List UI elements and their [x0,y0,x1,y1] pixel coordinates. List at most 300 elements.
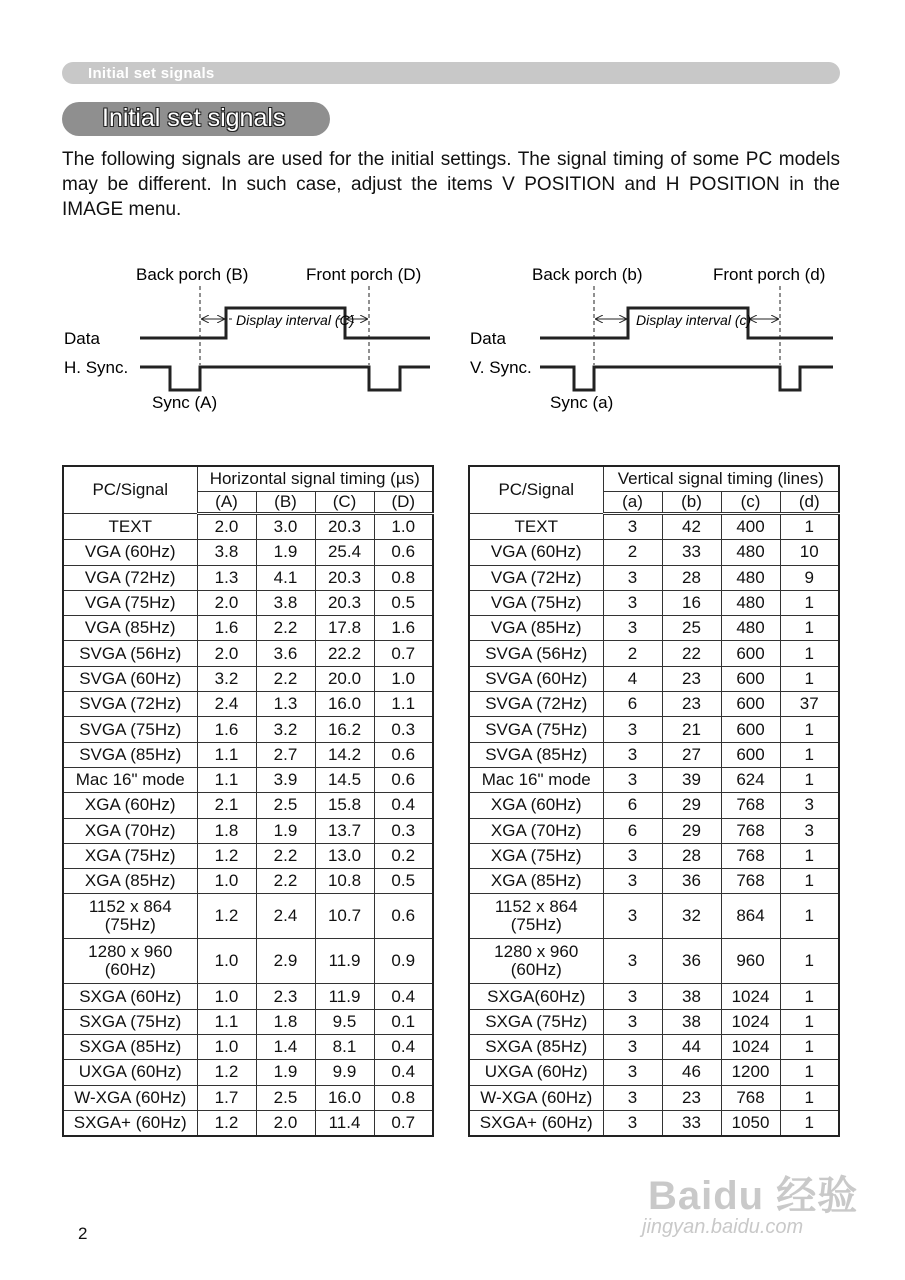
v-value-cell: 1 [780,984,839,1009]
h-value-cell: 0.1 [374,1009,433,1034]
h-value-cell: 1.1 [197,742,256,767]
v-value-cell: 29 [662,793,721,818]
h-value-cell: 15.8 [315,793,374,818]
h-value-cell: 16.0 [315,692,374,717]
v-value-cell: 10 [780,540,839,565]
h-value-cell: 4.1 [256,565,315,590]
v-value-cell: 1 [780,590,839,615]
v-sync-label: V. Sync. [470,358,532,377]
v-signal-name-cell: XGA (70Hz) [469,818,603,843]
v-table-row [469,894,839,939]
h-value-cell: 0.3 [374,717,433,742]
v-value-cell: 624 [721,767,780,792]
h-signal-name-cell: 1280 x 960 (60Hz) [63,939,197,984]
h-value-cell: 3.8 [197,540,256,565]
v-signal-name-cell: XGA (60Hz) [469,793,603,818]
h-value-cell: 2.5 [256,793,315,818]
h-signal-name-cell: XGA (70Hz) [63,818,197,843]
v-value-cell: 3 [603,1110,662,1136]
v-front-porch-label: Front porch (d) [713,265,826,284]
v-value-cell: 768 [721,793,780,818]
v-value-cell: 1024 [721,984,780,1009]
v-signal-name-cell: SVGA (72Hz) [469,692,603,717]
h-value-cell: 1.0 [374,666,433,691]
h-sync-pulse-label: Sync (A) [152,393,218,412]
v-back-porch-label: Back porch (b) [532,265,643,284]
v-table-row [469,818,839,843]
h-value-cell: 20.3 [315,590,374,615]
h-value-cell: 0.6 [374,767,433,792]
page-title: Initial set signals [102,104,286,132]
h-signal-name-cell: SXGA (60Hz) [63,984,197,1009]
v-table-row [469,939,839,984]
v-table-row [469,565,839,590]
v-value-cell: 3 [603,984,662,1009]
h-value-cell: 2.2 [256,843,315,868]
v-sync-pulse-label: Sync (a) [550,393,614,412]
v-value-cell: 23 [662,666,721,691]
v-value-cell: 1 [780,767,839,792]
h-value-cell: 3.2 [256,717,315,742]
h-value-cell: 2.1 [197,793,256,818]
v-signal-name-cell: VGA (60Hz) [469,540,603,565]
h-value-cell: 1.1 [197,1009,256,1034]
v-value-cell: 1 [780,616,839,641]
v-value-cell: 864 [721,894,780,939]
v-value-cell: 3 [603,514,662,540]
v-value-cell: 768 [721,869,780,894]
h-value-cell: 1.2 [197,843,256,868]
v-table-row [469,742,839,767]
v-col-header: (b) [662,492,721,514]
h-sync-waveform [140,367,430,390]
v-value-cell: 480 [721,616,780,641]
h-table-row [63,616,433,641]
h-value-cell: 2.5 [256,1085,315,1110]
page-number: 2 [78,1224,88,1243]
v-value-cell: 768 [721,843,780,868]
h-value-cell: 1.0 [197,1035,256,1060]
v-value-cell: 3 [780,818,839,843]
v-value-cell: 22 [662,641,721,666]
h-value-cell: 14.5 [315,767,374,792]
v-value-cell: 3 [603,767,662,792]
v-value-cell: 768 [721,818,780,843]
h-value-cell: 2.0 [197,641,256,666]
v-signal-name-cell: XGA (85Hz) [469,869,603,894]
v-value-cell: 21 [662,717,721,742]
v-value-cell: 1 [780,869,839,894]
v-value-cell: 2 [603,641,662,666]
h-table-row [63,590,433,615]
v-signal-name-cell: Mac 16" mode [469,767,603,792]
v-value-cell: 600 [721,692,780,717]
v-value-cell: 3 [603,742,662,767]
v-value-cell: 3 [603,894,662,939]
v-value-cell: 600 [721,666,780,691]
v-value-cell: 23 [662,692,721,717]
title-pill [62,102,330,136]
h-value-cell: 1.8 [256,1009,315,1034]
h-value-cell: 1.4 [256,1035,315,1060]
v-signal-name-cell: 1152 x 864 (75Hz) [469,894,603,939]
h-label-header: PC/Signal [63,466,197,514]
h-value-cell: 1.3 [256,692,315,717]
v-value-cell: 44 [662,1035,721,1060]
v-value-cell: 3 [780,793,839,818]
h-value-cell: 0.2 [374,843,433,868]
h-col-header: (D) [374,492,433,514]
h-front-porch-label: Front porch (D) [306,265,422,284]
h-signal-name-cell: SVGA (85Hz) [63,742,197,767]
h-table-row [63,1009,433,1034]
v-value-cell: 3 [603,1035,662,1060]
v-value-cell: 960 [721,939,780,984]
h-value-cell: 9.5 [315,1009,374,1034]
h-signal-name-cell: VGA (85Hz) [63,616,197,641]
v-value-cell: 28 [662,565,721,590]
v-value-cell: 6 [603,692,662,717]
v-value-cell: 6 [603,793,662,818]
v-value-cell: 3 [603,869,662,894]
baidu-watermark [640,1150,870,1250]
h-value-cell: 1.1 [374,692,433,717]
v-value-cell: 768 [721,1085,780,1110]
h-value-cell: 1.0 [374,514,433,540]
v-table-row [469,616,839,641]
horizontal-timing-table [62,465,434,1137]
h-value-cell: 25.4 [315,540,374,565]
v-value-cell: 400 [721,514,780,540]
h-value-cell: 0.8 [374,1085,433,1110]
v-value-cell: 37 [780,692,839,717]
v-value-cell: 36 [662,939,721,984]
v-value-cell: 38 [662,1009,721,1034]
h-signal-name-cell: XGA (85Hz) [63,869,197,894]
v-value-cell: 600 [721,742,780,767]
h-value-cell: 0.4 [374,1060,433,1085]
h-value-cell: 0.7 [374,1110,433,1136]
v-value-cell: 1 [780,1060,839,1085]
h-value-cell: 11.9 [315,984,374,1009]
h-value-cell: 0.3 [374,818,433,843]
v-value-cell: 6 [603,818,662,843]
h-signal-name-cell: SXGA (85Hz) [63,1035,197,1060]
h-table-row [63,717,433,742]
timing-tables [62,465,840,1137]
h-signal-name-cell: VGA (72Hz) [63,565,197,590]
v-value-cell: 4 [603,666,662,691]
h-signal-name-cell: VGA (60Hz) [63,540,197,565]
h-value-cell: 1.2 [197,1110,256,1136]
v-value-cell: 480 [721,565,780,590]
h-value-cell: 13.0 [315,843,374,868]
h-value-cell: 2.2 [256,666,315,691]
h-signal-name-cell: SVGA (56Hz) [63,641,197,666]
v-signal-name-cell: VGA (85Hz) [469,616,603,641]
h-table-row [63,742,433,767]
v-value-cell: 9 [780,565,839,590]
v-value-cell: 33 [662,540,721,565]
v-signal-name-cell: VGA (72Hz) [469,565,603,590]
v-table-row [469,1060,839,1085]
h-value-cell: 2.0 [197,514,256,540]
v-value-cell: 1 [780,641,839,666]
h-table-row [63,984,433,1009]
v-table-row [469,984,839,1009]
horizontal-timing-diagram [64,265,430,412]
h-value-cell: 1.9 [256,1060,315,1085]
h-value-cell: 11.4 [315,1110,374,1136]
h-value-cell: 2.9 [256,939,315,984]
h-col-header: (B) [256,492,315,514]
h-table-row [63,692,433,717]
v-sync-waveform [540,367,833,390]
h-signal-name-cell: W-XGA (60Hz) [63,1085,197,1110]
horizontal-table-body [63,514,433,1137]
v-value-cell: 1 [780,1110,839,1136]
h-value-cell: 16.0 [315,1085,374,1110]
h-signal-name-cell: SXGA (75Hz) [63,1009,197,1034]
h-value-cell: 2.3 [256,984,315,1009]
vertical-timing-table [468,465,840,1137]
h-value-cell: 3.0 [256,514,315,540]
h-signal-name-cell: SXGA+ (60Hz) [63,1110,197,1136]
h-table-row [63,793,433,818]
v-value-cell: 1 [780,843,839,868]
h-value-cell: 22.2 [315,641,374,666]
h-value-cell: 0.4 [374,793,433,818]
h-col-header: (C) [315,492,374,514]
h-value-cell: 1.0 [197,939,256,984]
v-value-cell: 3 [603,1085,662,1110]
v-value-cell: 32 [662,894,721,939]
h-back-porch-label: Back porch (B) [136,265,249,284]
h-value-cell: 3.8 [256,590,315,615]
v-table-row [469,540,839,565]
v-table-row [469,590,839,615]
v-value-cell: 1 [780,894,839,939]
v-table-row [469,692,839,717]
v-value-cell: 1 [780,939,839,984]
h-group-header: Horizontal signal timing (µs) [197,466,433,492]
v-data-label: Data [470,329,506,348]
h-table-row [63,767,433,792]
h-value-cell: 0.9 [374,939,433,984]
v-value-cell: 42 [662,514,721,540]
h-value-cell: 8.1 [315,1035,374,1060]
h-signal-name-cell: Mac 16" mode [63,767,197,792]
v-value-cell: 1024 [721,1009,780,1034]
h-value-cell: 2.4 [197,692,256,717]
h-value-cell: 1.2 [197,894,256,939]
v-value-cell: 2 [603,540,662,565]
h-table-row [63,1110,433,1136]
v-table-row [469,1035,839,1060]
v-signal-name-cell: SVGA (60Hz) [469,666,603,691]
v-value-cell: 3 [603,565,662,590]
h-value-cell: 1.3 [197,565,256,590]
v-value-cell: 3 [603,616,662,641]
v-value-cell: 1 [780,514,839,540]
h-value-cell: 2.0 [197,590,256,615]
h-table-row [63,869,433,894]
v-value-cell: 29 [662,818,721,843]
h-value-cell: 1.9 [256,818,315,843]
h-value-cell: 3.2 [197,666,256,691]
h-signal-name-cell: SVGA (60Hz) [63,666,197,691]
h-value-cell: 16.2 [315,717,374,742]
v-value-cell: 480 [721,540,780,565]
v-table-row [469,843,839,868]
v-value-cell: 46 [662,1060,721,1085]
h-value-cell: 1.6 [197,717,256,742]
v-value-cell: 600 [721,641,780,666]
h-value-cell: 0.5 [374,590,433,615]
v-value-cell: 1200 [721,1060,780,1085]
intro-paragraph: The following signals are used for the initial settings. The signal timing of some PC models may be different. In such case, adjust the items V POSITION and H POSITION in the IMAGE menu. [62,149,840,220]
v-value-cell: 3 [603,1060,662,1085]
h-value-cell: 0.5 [374,869,433,894]
v-value-cell: 38 [662,984,721,1009]
v-table-row [469,1009,839,1034]
h-value-cell: 10.8 [315,869,374,894]
h-signal-name-cell: 1152 x 864 (75Hz) [63,894,197,939]
h-value-cell: 9.9 [315,1060,374,1085]
watermark-logo: Baidu 经验 [648,1174,859,1218]
h-value-cell: 10.7 [315,894,374,939]
h-table-row [63,666,433,691]
h-table-row [63,939,433,984]
h-table-row [63,843,433,868]
v-signal-name-cell: SVGA (75Hz) [469,717,603,742]
v-signal-name-cell: XGA (75Hz) [469,843,603,868]
h-display-interval-label: Display interval (C) [236,312,355,328]
v-group-header: Vertical signal timing (lines) [603,466,839,492]
h-value-cell: 2.4 [256,894,315,939]
v-table-row [469,793,839,818]
h-table-row [63,1035,433,1060]
watermark-url: jingyan.baidu.com [642,1216,804,1238]
h-value-cell: 1.6 [374,616,433,641]
v-table-row [469,767,839,792]
v-table-row [469,1110,839,1136]
vertical-timing-diagram [470,265,833,412]
section-header-label: Initial set signals [88,65,215,82]
v-signal-name-cell: SXGA (85Hz) [469,1035,603,1060]
h-signal-name-cell: XGA (60Hz) [63,793,197,818]
v-value-cell: 1 [780,717,839,742]
h-value-cell: 2.2 [256,616,315,641]
h-table-row [63,514,433,540]
v-value-cell: 23 [662,1085,721,1110]
h-value-cell: 0.4 [374,984,433,1009]
h-table-row [63,565,433,590]
v-signal-name-cell: TEXT [469,514,603,540]
v-value-cell: 1024 [721,1035,780,1060]
v-table-row [469,514,839,540]
v-value-cell: 1 [780,1085,839,1110]
v-label-header: PC/Signal [469,466,603,514]
h-value-cell: 1.8 [197,818,256,843]
h-value-cell: 0.4 [374,1035,433,1060]
v-value-cell: 36 [662,869,721,894]
h-signal-name-cell: VGA (75Hz) [63,590,197,615]
v-value-cell: 3 [603,590,662,615]
v-signal-name-cell: VGA (75Hz) [469,590,603,615]
v-value-cell: 600 [721,717,780,742]
h-value-cell: 0.6 [374,540,433,565]
h-table-row [63,540,433,565]
v-table-row [469,717,839,742]
v-value-cell: 480 [721,590,780,615]
v-signal-name-cell: SXGA+ (60Hz) [469,1110,603,1136]
h-value-cell: 20.0 [315,666,374,691]
timing-diagram [0,255,905,425]
v-value-cell: 3 [603,1009,662,1034]
v-col-header: (d) [780,492,839,514]
v-table-row [469,666,839,691]
h-signal-name-cell: XGA (75Hz) [63,843,197,868]
h-value-cell: 20.3 [315,565,374,590]
v-value-cell: 28 [662,843,721,868]
v-signal-name-cell: SVGA (56Hz) [469,641,603,666]
h-table-row [63,641,433,666]
h-value-cell: 0.6 [374,894,433,939]
h-signal-name-cell: SVGA (72Hz) [63,692,197,717]
h-value-cell: 1.7 [197,1085,256,1110]
v-table-row [469,869,839,894]
v-value-cell: 3 [603,717,662,742]
v-value-cell: 3 [603,843,662,868]
v-value-cell: 1 [780,1009,839,1034]
v-table-row [469,641,839,666]
h-value-cell: 2.7 [256,742,315,767]
v-value-cell: 1050 [721,1110,780,1136]
v-signal-name-cell: SXGA (75Hz) [469,1009,603,1034]
h-sync-label: H. Sync. [64,358,129,377]
h-value-cell: 2.0 [256,1110,315,1136]
section-header-bar [62,62,840,84]
v-col-header: (a) [603,492,662,514]
h-value-cell: 0.8 [374,565,433,590]
v-col-header: (c) [721,492,780,514]
h-value-cell: 1.0 [197,984,256,1009]
h-value-cell: 3.6 [256,641,315,666]
v-value-cell: 3 [603,939,662,984]
v-value-cell: 33 [662,1110,721,1136]
h-value-cell: 17.8 [315,616,374,641]
h-data-label: Data [64,329,100,348]
h-value-cell: 14.2 [315,742,374,767]
h-col-header: (A) [197,492,256,514]
v-value-cell: 39 [662,767,721,792]
v-value-cell: 25 [662,616,721,641]
v-signal-name-cell: 1280 x 960 (60Hz) [469,939,603,984]
h-value-cell: 1.1 [197,767,256,792]
v-value-cell: 16 [662,590,721,615]
v-display-interval-label: Display interval (c) [636,312,752,328]
h-value-cell: 0.7 [374,641,433,666]
v-value-cell: 27 [662,742,721,767]
h-table-row [63,894,433,939]
h-value-cell: 0.6 [374,742,433,767]
h-value-cell: 2.2 [256,869,315,894]
h-value-cell: 3.9 [256,767,315,792]
v-signal-name-cell: W-XGA (60Hz) [469,1085,603,1110]
h-signal-name-cell: UXGA (60Hz) [63,1060,197,1085]
h-table-row [63,1085,433,1110]
